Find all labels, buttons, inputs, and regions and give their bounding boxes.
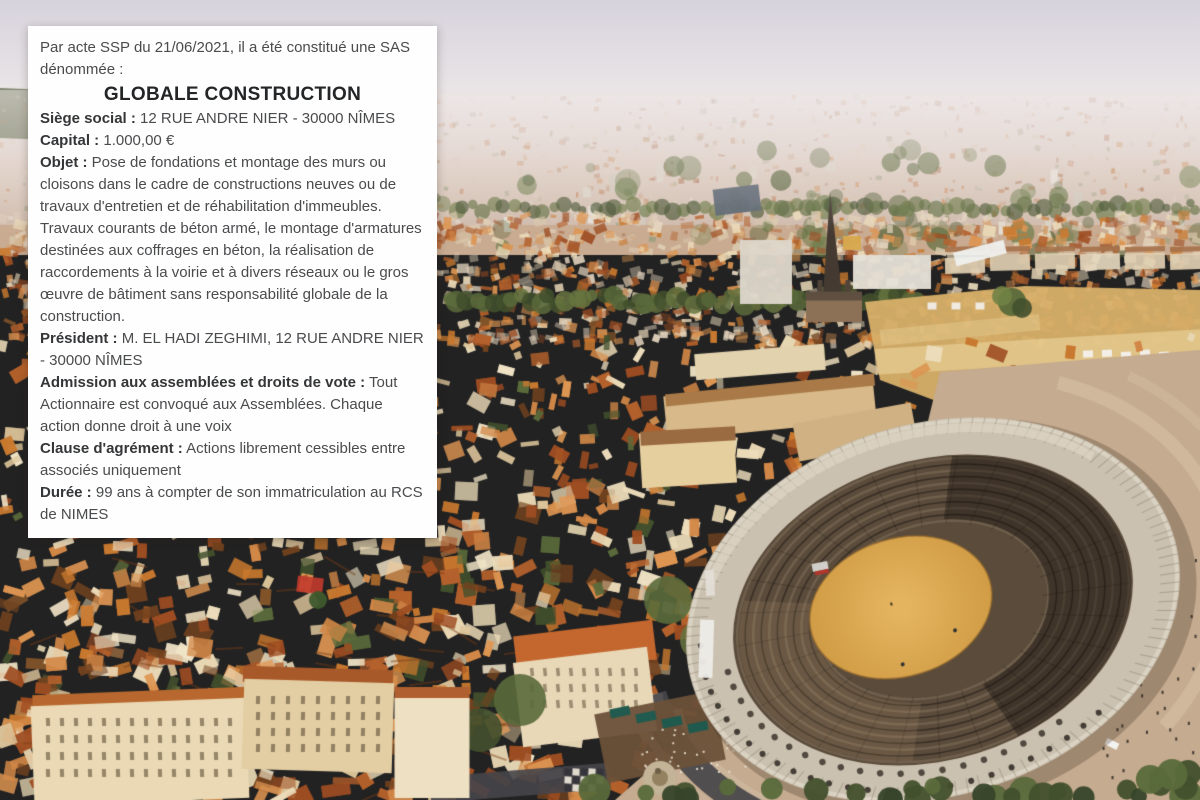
- field-value: 99 ans à compter de son immatriculation au RCS de NIMES: [40, 484, 423, 523]
- company-name: GLOBALE CONSTRUCTION: [103, 84, 362, 105]
- field-label: Siège social :: [40, 110, 136, 127]
- field-label: Objet :: [40, 154, 88, 171]
- notice-field: [40, 130, 425, 152]
- notice-field: [40, 482, 425, 526]
- notice-field: [40, 108, 425, 130]
- field-value: Tout Actionnaire est convoqué aux Assemblées. Chaque action donne droit à une voix: [40, 374, 398, 435]
- field-value: Pose de fondations et montage des murs ou cloisons dans le cadre de constructions neuves ou de travaux d'entretien et de réhabilitation d'immeubles. Travaux courants de béton armé, le montage d'armatures destinées aux coffrages en béton, la réalisation de raccordements à la voirie et à divers réseaux ou le gros œuvre de bâtiment sans responsabilité globale de la construction.: [40, 154, 422, 325]
- notice-field: [40, 328, 425, 372]
- notice-intro: Par acte SSP du 21/06/2021, il a été constitué une SAS dénommée :: [40, 39, 410, 78]
- field-label: Durée :: [40, 484, 92, 501]
- field-label: Clause d'agrément :: [40, 440, 183, 457]
- notice-fields: [40, 108, 425, 526]
- notice-field: [40, 152, 425, 328]
- field-label: Admission aux assemblées et droits de vote :: [40, 374, 366, 391]
- notice-field: [40, 372, 425, 438]
- notice-field: [40, 438, 425, 482]
- field-label: Président :: [40, 330, 118, 347]
- field-value: 12 RUE ANDRE NIER - 30000 NÎMES: [140, 110, 396, 127]
- field-label: Capital :: [40, 132, 100, 149]
- legal-notice-card: [28, 26, 437, 538]
- field-value: Actions librement cessibles entre associés uniquement: [40, 440, 406, 479]
- field-value: 1.000,00 €: [103, 132, 175, 149]
- field-value: M. EL HADI ZEGHIMI, 12 RUE ANDRE NIER - 30000 NÎMES: [40, 330, 424, 369]
